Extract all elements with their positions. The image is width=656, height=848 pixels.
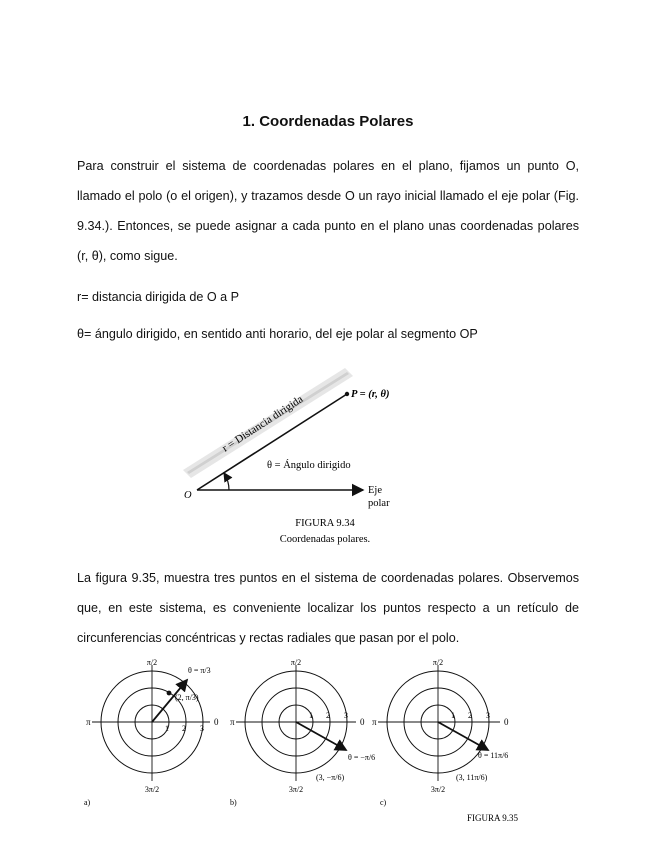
intro-paragraph: Para construir el sistema de coordenadas polares en el plano, fijamos un punto O, llamado el polo (o el origen), y trazamos desde O un rayo inicial llamado el eje polar (Fig. 9.34.). Entonces, se puede asignar a cada punto en el plano unas coordenadas polares (r, θ), como sigue. — [77, 159, 579, 263]
axis-label: Eje — [368, 485, 382, 496]
svg-text:1: 1 — [451, 711, 455, 720]
figure-9-34 — [175, 360, 415, 550]
svg-text:0: 0 — [214, 717, 219, 727]
svg-text:3: 3 — [200, 724, 204, 733]
figure-paragraph: La figura 9.35, muestra tres puntos en el sistema de coordenadas polares. Observemos que, en este sistema, es conveniente localizar los puntos respecto a un retículo de circunferencias concéntricas y rectas radiales que pasan por el polo. — [77, 571, 579, 645]
svg-text:3π/2: 3π/2 — [430, 785, 446, 794]
svg-text:3π/2: 3π/2 — [288, 785, 304, 794]
angle-label: θ = Ángulo dirigido — [267, 460, 351, 471]
figure-caption: FIGURA 9.34 — [295, 518, 355, 529]
svg-text:(3, 11π/6): (3, 11π/6) — [456, 773, 488, 782]
figure-subcaption: Coordenadas polares. — [279, 534, 371, 545]
svg-text:3π/2: 3π/2 — [144, 785, 160, 794]
svg-text:(3, −π/6): (3, −π/6) — [316, 773, 345, 782]
svg-text:b): b) — [230, 798, 237, 807]
distance-label: r = Distancia dirigida — [220, 393, 306, 455]
ray-op — [197, 394, 347, 490]
svg-text:(2, π/3): (2, π/3) — [175, 693, 199, 702]
svg-text:a): a) — [84, 798, 91, 807]
section-title: 1. Coordenadas Polares — [242, 113, 414, 130]
svg-text:2: 2 — [182, 724, 186, 733]
angle-arc — [224, 473, 229, 490]
svg-text:π: π — [372, 717, 377, 727]
svg-text:3: 3 — [344, 711, 348, 720]
polar-panel-a — [84, 658, 219, 807]
axis-label-2: polar — [368, 498, 390, 509]
svg-text:1: 1 — [165, 724, 169, 733]
svg-text:θ = −π/6: θ = −π/6 — [348, 753, 376, 762]
point-p — [345, 392, 349, 396]
point-p-label: P = (r, θ) — [351, 389, 390, 400]
polar-panel-c — [372, 658, 509, 807]
svg-text:θ = 11π/6: θ = 11π/6 — [478, 751, 509, 760]
svg-text:θ = π/3: θ = π/3 — [188, 666, 211, 675]
svg-text:0: 0 — [360, 717, 365, 727]
svg-text:2: 2 — [326, 711, 330, 720]
origin-label: O — [184, 490, 192, 501]
polar-panel-b — [230, 658, 375, 807]
figure-9-35 — [78, 655, 548, 830]
svg-text:π/2: π/2 — [290, 658, 302, 667]
definition-r: r= distancia dirigida de O a P — [77, 290, 240, 304]
svg-text:c): c) — [380, 798, 387, 807]
svg-text:3: 3 — [486, 711, 490, 720]
svg-text:2: 2 — [468, 711, 472, 720]
definition-theta: θ= ángulo dirigido, en sentido anti horario, del eje polar al segmento OP — [77, 327, 478, 341]
figure-935-caption: FIGURA 9.35 — [466, 813, 518, 823]
svg-text:π: π — [86, 717, 91, 727]
svg-text:π/2: π/2 — [146, 658, 158, 667]
svg-text:0: 0 — [504, 717, 509, 727]
svg-text:π: π — [230, 717, 235, 727]
svg-text:π/2: π/2 — [432, 658, 444, 667]
svg-text:1: 1 — [309, 711, 313, 720]
